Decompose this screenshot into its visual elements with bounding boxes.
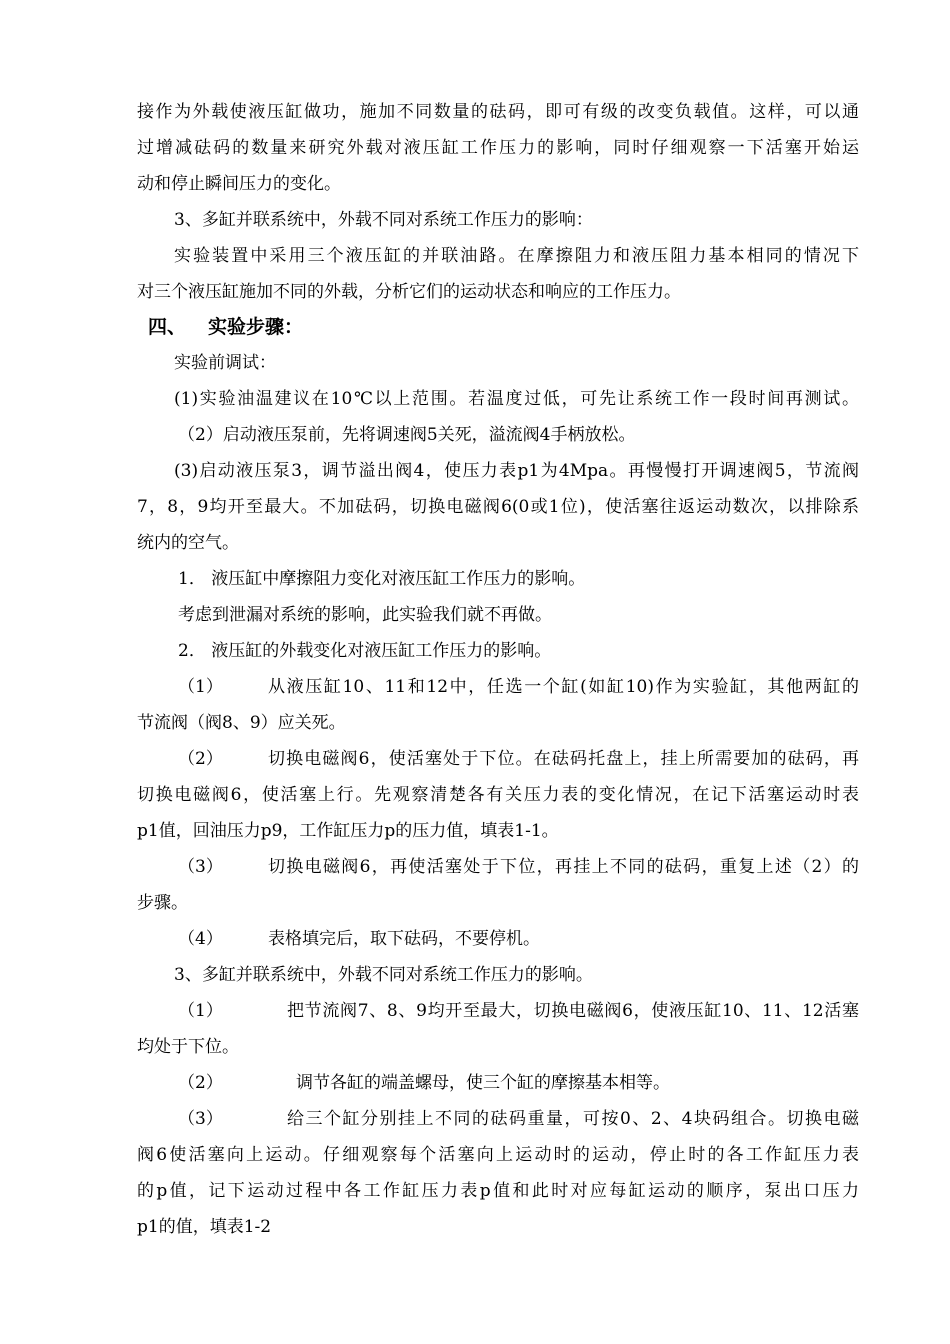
paragraph-line: 的p值，记下运动过程中各工作缸压力表p值和此时对应每缸运动的顺序，泵出口压力	[137, 1181, 859, 1201]
paragraph-line: 1． 液压缸中摩擦阻力变化对液压缸工作压力的影响。	[178, 569, 586, 589]
paragraph-line: 7，8，9均开至最大。不加砝码，切换电磁阀6(0或1位)，使活塞往返运动数次，以排除系	[137, 497, 859, 517]
paragraph-line: （2）启动液压泵前，先将调速阀5关死，溢流阀4手柄放松。	[178, 425, 636, 445]
list-marker: （3）	[178, 1109, 223, 1129]
list-marker: （2）	[178, 749, 223, 769]
paragraph-line: 步骤。	[137, 893, 188, 913]
paragraph-line: 切换电磁阀6，再使活塞处于下位，再挂上不同的砝码，重复上述（2）的	[268, 857, 859, 877]
paragraph-line: 统内的空气。	[137, 533, 239, 553]
paragraph-line: p1的值，填表1-2	[137, 1217, 272, 1237]
list-marker: （4）	[178, 929, 223, 949]
paragraph-line: 对三个液压缸施加不同的外载，分析它们的运动状态和响应的工作压力。	[137, 282, 681, 302]
paragraph-line: 过增减砝码的数量来研究外载对液压缸工作压力的影响，同时仔细观察一下活塞开始运	[137, 138, 859, 158]
list-marker: （1）	[178, 1001, 223, 1021]
paragraph-line: 切换电磁阀6，使活塞处于下位。在砝码托盘上，挂上所需要加的砝码，再	[268, 749, 859, 769]
paragraph-line: (1)实验油温建议在10℃以上范围。若温度过低，可先让系统工作一段时间再测试。	[174, 389, 859, 409]
list-marker: （1）	[178, 677, 223, 697]
paragraph-line: 切换电磁阀6，使活塞上行。先观察清楚各有关压力表的变化情况，在记下活塞运动时表	[137, 785, 859, 805]
paragraph-line: 节流阀（阀8、9）应关死。	[137, 713, 346, 733]
paragraph-line: (3)启动液压泵3，调节溢出阀4，使压力表p1为4Mpa。再慢慢打开调速阀5，节流阀	[174, 461, 859, 481]
paragraph-line: 把节流阀7、8、9均开至最大，切换电磁阀6，使液压缸10、11、12活塞	[287, 1001, 859, 1021]
paragraph-line: 阀6使活塞向上运动。仔细观察每个活塞向上运动时的运动，停止时的各工作缸压力表	[137, 1145, 859, 1165]
paragraph-line: 考虑到泄漏对系统的影响，此实验我们就不再做。	[178, 605, 552, 625]
paragraph-line: p1值，回油压力p9，工作缸压力p的压力值，填表1-1。	[137, 821, 559, 841]
paragraph-line: 给三个缸分别挂上不同的砝码重量，可按0、2、4块码组合。切换电磁	[287, 1109, 859, 1129]
list-marker: （2）	[178, 1073, 223, 1093]
paragraph-line: 调节各缸的端盖螺母，使三个缸的摩擦基本相等。	[296, 1073, 670, 1093]
paragraph-line: 从液压缸10、11和12中，任选一个缸(如缸10)作为实验缸，其他两缸的	[268, 677, 859, 697]
section-heading-number: 四、	[148, 316, 187, 338]
paragraph-line: 均处于下位。	[137, 1037, 239, 1057]
paragraph-line: 表格填完后，取下砝码，不要停机。	[268, 929, 540, 949]
paragraph-line: 3、多缸并联系统中，外载不同对系统工作压力的影响。	[174, 965, 593, 985]
list-marker: （3）	[178, 857, 223, 877]
section-heading-title: 实验步骤：	[208, 316, 304, 338]
paragraph-line: 动和停止瞬间压力的变化。	[137, 174, 341, 194]
paragraph-line: 实验装置中采用三个液压缸的并联油路。在摩擦阻力和液压阻力基本相同的情况下	[174, 246, 859, 266]
paragraph-line: 3、多缸并联系统中，外载不同对系统工作压力的影响：	[174, 210, 593, 230]
paragraph-line: 2． 液压缸的外载变化对液压缸工作压力的影响。	[178, 641, 552, 661]
paragraph-line: 接作为外载使液压缸做功，施加不同数量的砝码，即可有级的改变负载值。这样，可以通	[137, 102, 859, 122]
paragraph-line: 实验前调试：	[174, 353, 276, 373]
